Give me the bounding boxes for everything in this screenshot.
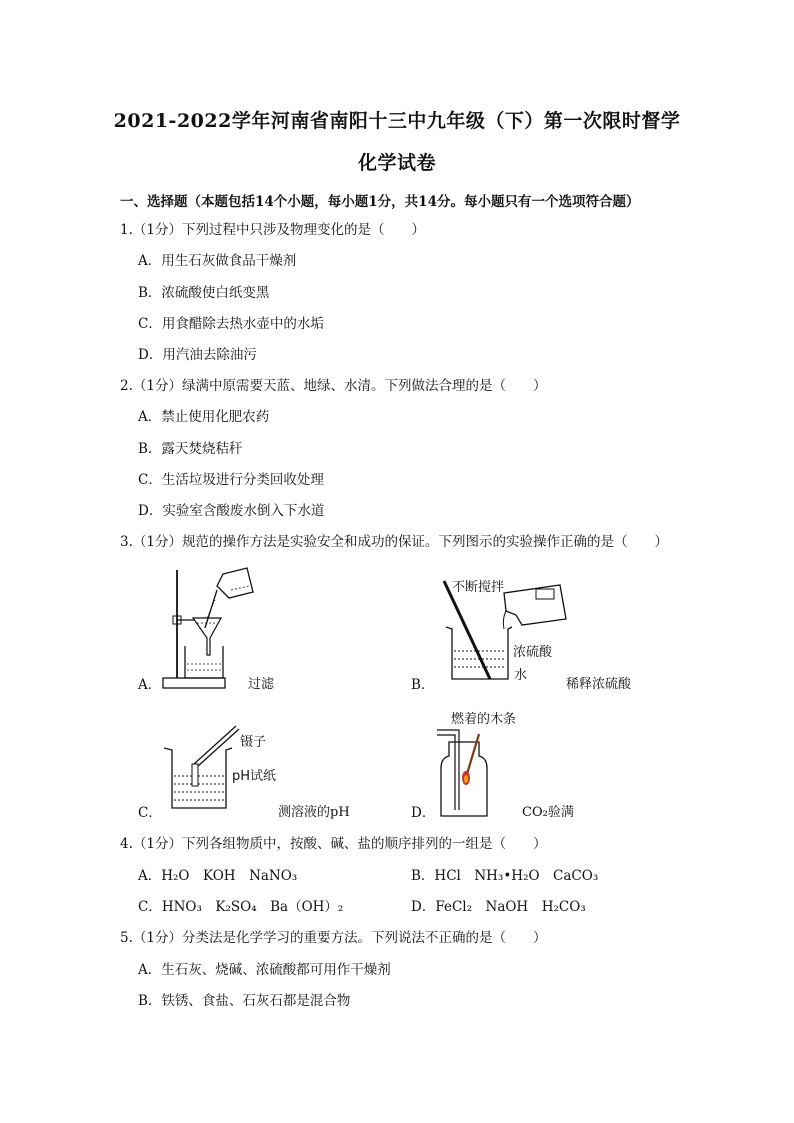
question-3-stem: 3.（1分）规范的操作方法是实验安全和成功的保证。下列图示的实验操作正确的是（ ）	[120, 534, 668, 550]
figure-co2-check	[435, 722, 505, 822]
question-4-option-d: D．FeCl₂ NaOH H₂CO₃	[411, 899, 586, 915]
figure-b-letter: B．	[411, 677, 435, 693]
label-conc-acid: 浓硫酸	[513, 645, 553, 660]
label-burning-stick: 燃着的木条	[451, 712, 517, 727]
exam-title: 2021-2022学年河南省南阳十三中九年级（下）第一次限时督学	[113, 110, 681, 132]
question-5-option-b: B．铁锈、食盐、石灰石都是混合物	[138, 993, 351, 1009]
question-2-option-d: D．实验室含酸废水倒入下水道	[138, 503, 325, 519]
label-stir: 不断搅拌	[452, 580, 505, 595]
question-5-stem: 5.（1分）分类法是化学学习的重要方法。下列说法不正确的是（ ）	[120, 930, 547, 946]
question-4-option-a: A．H₂O KOH NaNO₃	[138, 868, 298, 884]
question-2-option-b: B．露天焚烧秸秆	[138, 441, 243, 457]
question-1-option-c: C．用食醋除去热水壶中的水垢	[138, 316, 324, 332]
figure-a-caption: 过滤	[248, 677, 275, 692]
figure-c-caption: 测溶液的pH	[278, 805, 350, 820]
question-4-stem: 4.（1分）下列各组物质中，按酸、碱、盐的顺序排列的一组是（ ）	[120, 836, 547, 852]
question-2-option-c: C．生活垃圾进行分类回收处理	[138, 472, 324, 488]
question-1-option-b: B．浓硫酸使白纸变黑	[138, 285, 270, 301]
question-1-option-a: A．用生石灰做食品干燥剂	[138, 253, 297, 269]
question-4-option-b: B．HCl NH₃•H₂O CaCO₃	[411, 868, 599, 884]
section-heading: 一、选择题（本题包括14个小题，每小题1分，共14分。每小题只有一个选项符合题）	[120, 194, 640, 210]
label-water: 水	[514, 668, 528, 683]
question-2-stem: 2.（1分）绿满中原需要天蓝、地绿、水清。下列做法合理的是（ ）	[120, 378, 547, 394]
question-1-option-d: D．用汽油去除油污	[138, 347, 257, 363]
figure-a-letter: A．	[138, 677, 162, 693]
question-5-option-a: A．生石灰、烧碱、浓硫酸都可用作干燥剂	[138, 962, 391, 978]
figure-b-caption: 稀释浓硫酸	[566, 677, 632, 692]
figure-d-caption: CO₂验满	[522, 805, 574, 820]
label-ph-paper: pH试纸	[232, 769, 277, 784]
question-2-option-a: A．禁止使用化肥农药	[138, 409, 270, 425]
question-4-option-c: C．HNO₃ K₂SO₄ Ba（OH）₂	[138, 899, 344, 915]
label-tweezers: 镊子	[240, 735, 267, 750]
figure-d-letter: D．	[411, 805, 436, 821]
exam-subtitle: 化学试卷	[357, 152, 436, 174]
figure-c-letter: C．	[138, 805, 162, 821]
question-1-stem: 1.（1分）下列过程中只涉及物理变化的是（ ）	[120, 222, 425, 238]
